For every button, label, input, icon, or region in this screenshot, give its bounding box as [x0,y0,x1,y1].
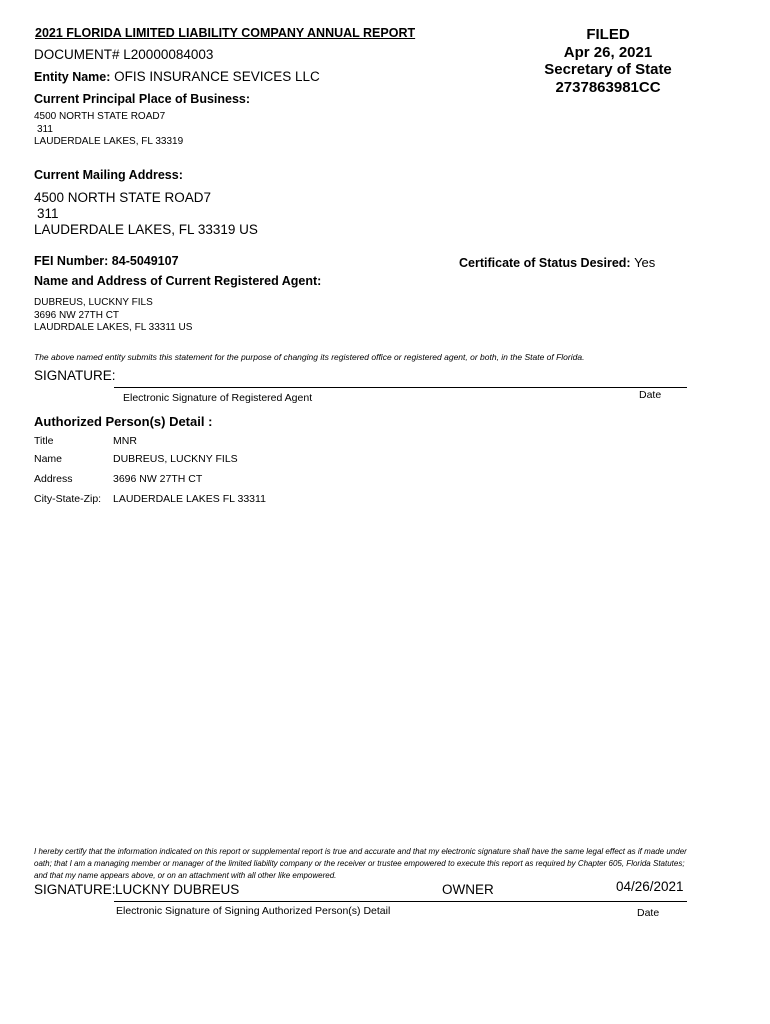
principal-address-line2: 311 [37,123,53,135]
mailing-address-line3: LAUDERDALE LAKES, FL 33319 US [34,222,258,237]
final-signature-caption: Electronic Signature of Signing Authorized Person(s) Detail [116,905,391,917]
certification-text: I hereby certify that the information indicated on this report or supplemental report is true and accurate and that my electronic signature shall have the same legal effect as if made under oath; that I am a managing member or manager of the limited liability company or the receiver or trustee empowered to execute this report as required by Chapter 605, Florida Statutes; and that my name appears above, or on an attachment with all other like empowered. [34,847,687,880]
agent-signature-caption: Electronic Signature of Registered Agent [123,392,313,404]
filed-stamp [528,26,688,96]
authorized-name-label: Name [34,453,63,465]
agent-signature-date-caption: Date [639,389,662,401]
mailing-address [34,190,258,238]
signature-date: 04/26/2021 [616,879,684,894]
certificate-label: Certificate of Status Desired: [459,256,631,270]
certificate-value: Yes [634,255,656,270]
certificate-line [459,255,655,270]
authorized-city-label: City-State-Zip: [34,493,102,505]
registered-agent-address [34,297,192,335]
authorized-name-value: DUBREUS, LUCKNY FILS [113,453,238,465]
registered-agent-city: LAUDRDALE LAKES, FL 33311 US [34,322,193,333]
final-signature-date-caption: Date [637,907,660,919]
authorized-address-value: 3696 NW 27TH CT [113,473,203,485]
mailing-address-line1: 4500 NORTH STATE ROAD7 [34,190,212,205]
fei-line [34,254,179,268]
registered-agent-name: DUBREUS, LUCKNY FILS [34,297,153,308]
agent-statement: The above named entity submits this statement for the purpose of changing its registered office or registered agent, or both, in the State of Florida. [34,352,585,362]
principal-address-heading: Current Principal Place of Business: [34,92,251,106]
agent-signature-line [114,387,687,388]
signer-name: LUCKNY DUBREUS [115,882,240,897]
principal-address-line3: LAUDERDALE LAKES, FL 33319 [34,136,184,147]
fei-number: 84-5049107 [111,254,179,268]
mailing-address-heading: Current Mailing Address: [34,168,183,182]
agent-signature-label: SIGNATURE: [34,368,116,383]
fei-label: FEI Number: [34,254,109,268]
authorized-title-label: Title [34,435,54,447]
principal-address-line1: 4500 NORTH STATE ROAD7 [34,111,166,122]
entity-label: Entity Name: [34,70,111,84]
authorized-city-value: LAUDERDALE LAKES FL 33311 [113,493,266,505]
document-number-line [34,47,213,62]
authorized-address-label: Address [34,473,73,485]
report-title: 2021 FLORIDA LIMITED LIABILITY COMPANY ANNUAL REPORT [35,26,416,40]
entity-name: OFIS INSURANCE SEVICES LLC [114,69,320,84]
registered-agent-street: 3696 NW 27TH CT [34,309,120,321]
final-signature-label: SIGNATURE: [34,882,116,897]
signer-title: OWNER [442,882,494,897]
authorized-title-value: MNR [113,435,137,447]
registered-agent-heading: Name and Address of Current Registered Agent: [34,274,322,288]
filed-label: FILED [586,26,630,43]
final-signature-line [114,901,687,902]
document-number: L20000084003 [123,47,214,62]
filed-office: Secretary of State [544,61,672,78]
entity-name-line [34,69,320,84]
authorized-persons-heading: Authorized Person(s) Detail : [34,414,213,429]
principal-address [34,111,183,149]
mailing-address-line2: 311 [37,206,59,221]
filed-date: Apr 26, 2021 [563,43,653,61]
filed-number: 2737863981CC [555,78,661,96]
document-label: DOCUMENT# [34,47,120,62]
